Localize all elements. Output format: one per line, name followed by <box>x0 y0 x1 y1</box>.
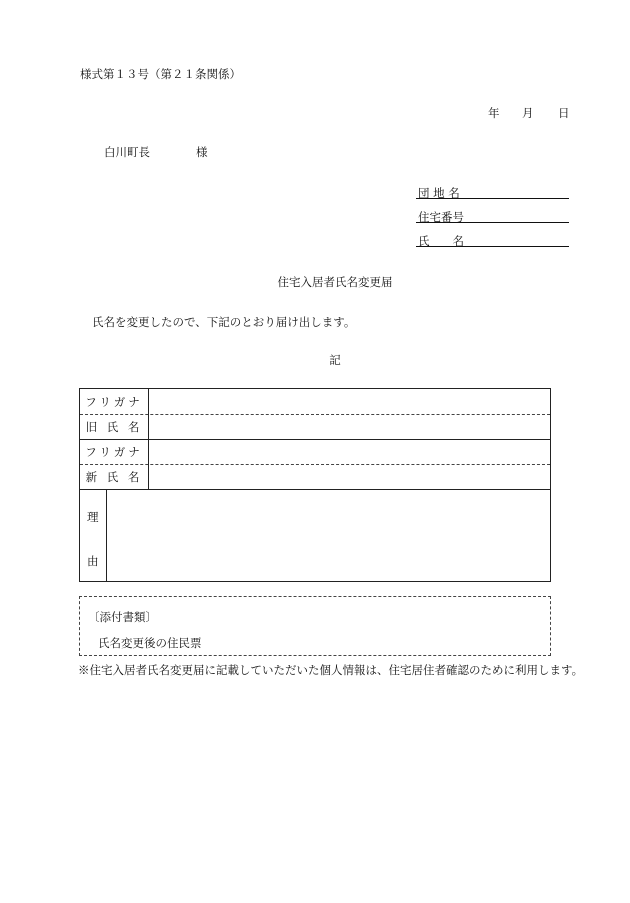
date-year-label: 年 <box>488 106 500 120</box>
table-row <box>80 414 550 440</box>
furigana-label-new: フリガナ <box>80 439 149 464</box>
table-row <box>80 389 550 415</box>
old-furigana-field[interactable] <box>149 389 550 414</box>
old-name-field[interactable] <box>149 414 550 439</box>
applicant-name-field[interactable] <box>416 246 569 247</box>
date-month-label: 月 <box>522 106 534 120</box>
privacy-note: ※住宅入居者氏名変更届に記載していただいた個人情報は、住宅居住者確認のために利用します。 <box>78 663 584 677</box>
addressee-honorific: 様 <box>196 145 208 159</box>
form-number: 様式第１３号（第２１条関係） <box>80 67 241 81</box>
reason-label-char-2: 由 <box>87 554 99 568</box>
attachments-heading: 〔添付書類〕 <box>88 610 157 624</box>
new-name-label: 新 氏 名 <box>80 464 149 489</box>
lead-text: 氏名を変更したので、下記のとおり届け出します。 <box>92 315 356 329</box>
table-row <box>80 439 550 465</box>
applicant-name-label: 氏 名 <box>418 234 464 248</box>
table-row <box>80 464 550 490</box>
house-number-field[interactable] <box>416 222 569 223</box>
attachments-item: 氏名変更後の住民票 <box>98 636 202 650</box>
change-details-table <box>79 388 551 582</box>
ki-heading: 記 <box>329 353 341 367</box>
house-number-label: 住宅番号 <box>418 210 464 224</box>
new-name-field[interactable] <box>149 464 550 489</box>
addressee-name: 白川町長 <box>104 145 150 159</box>
reason-row <box>80 490 550 581</box>
reason-field[interactable] <box>107 490 550 581</box>
attachments-box <box>79 596 551 656</box>
new-furigana-field[interactable] <box>149 439 550 464</box>
reason-label-cell <box>80 490 107 581</box>
danchi-name-field[interactable] <box>416 198 569 199</box>
date-day-label: 日 <box>558 106 570 120</box>
document-title: 住宅入居者氏名変更届 <box>277 275 393 289</box>
furigana-label-old: フリガナ <box>80 389 149 414</box>
danchi-name-label: 団 地 名 <box>418 186 460 200</box>
reason-label-char-1: 理 <box>87 510 99 524</box>
old-name-label: 旧 氏 名 <box>80 414 149 439</box>
